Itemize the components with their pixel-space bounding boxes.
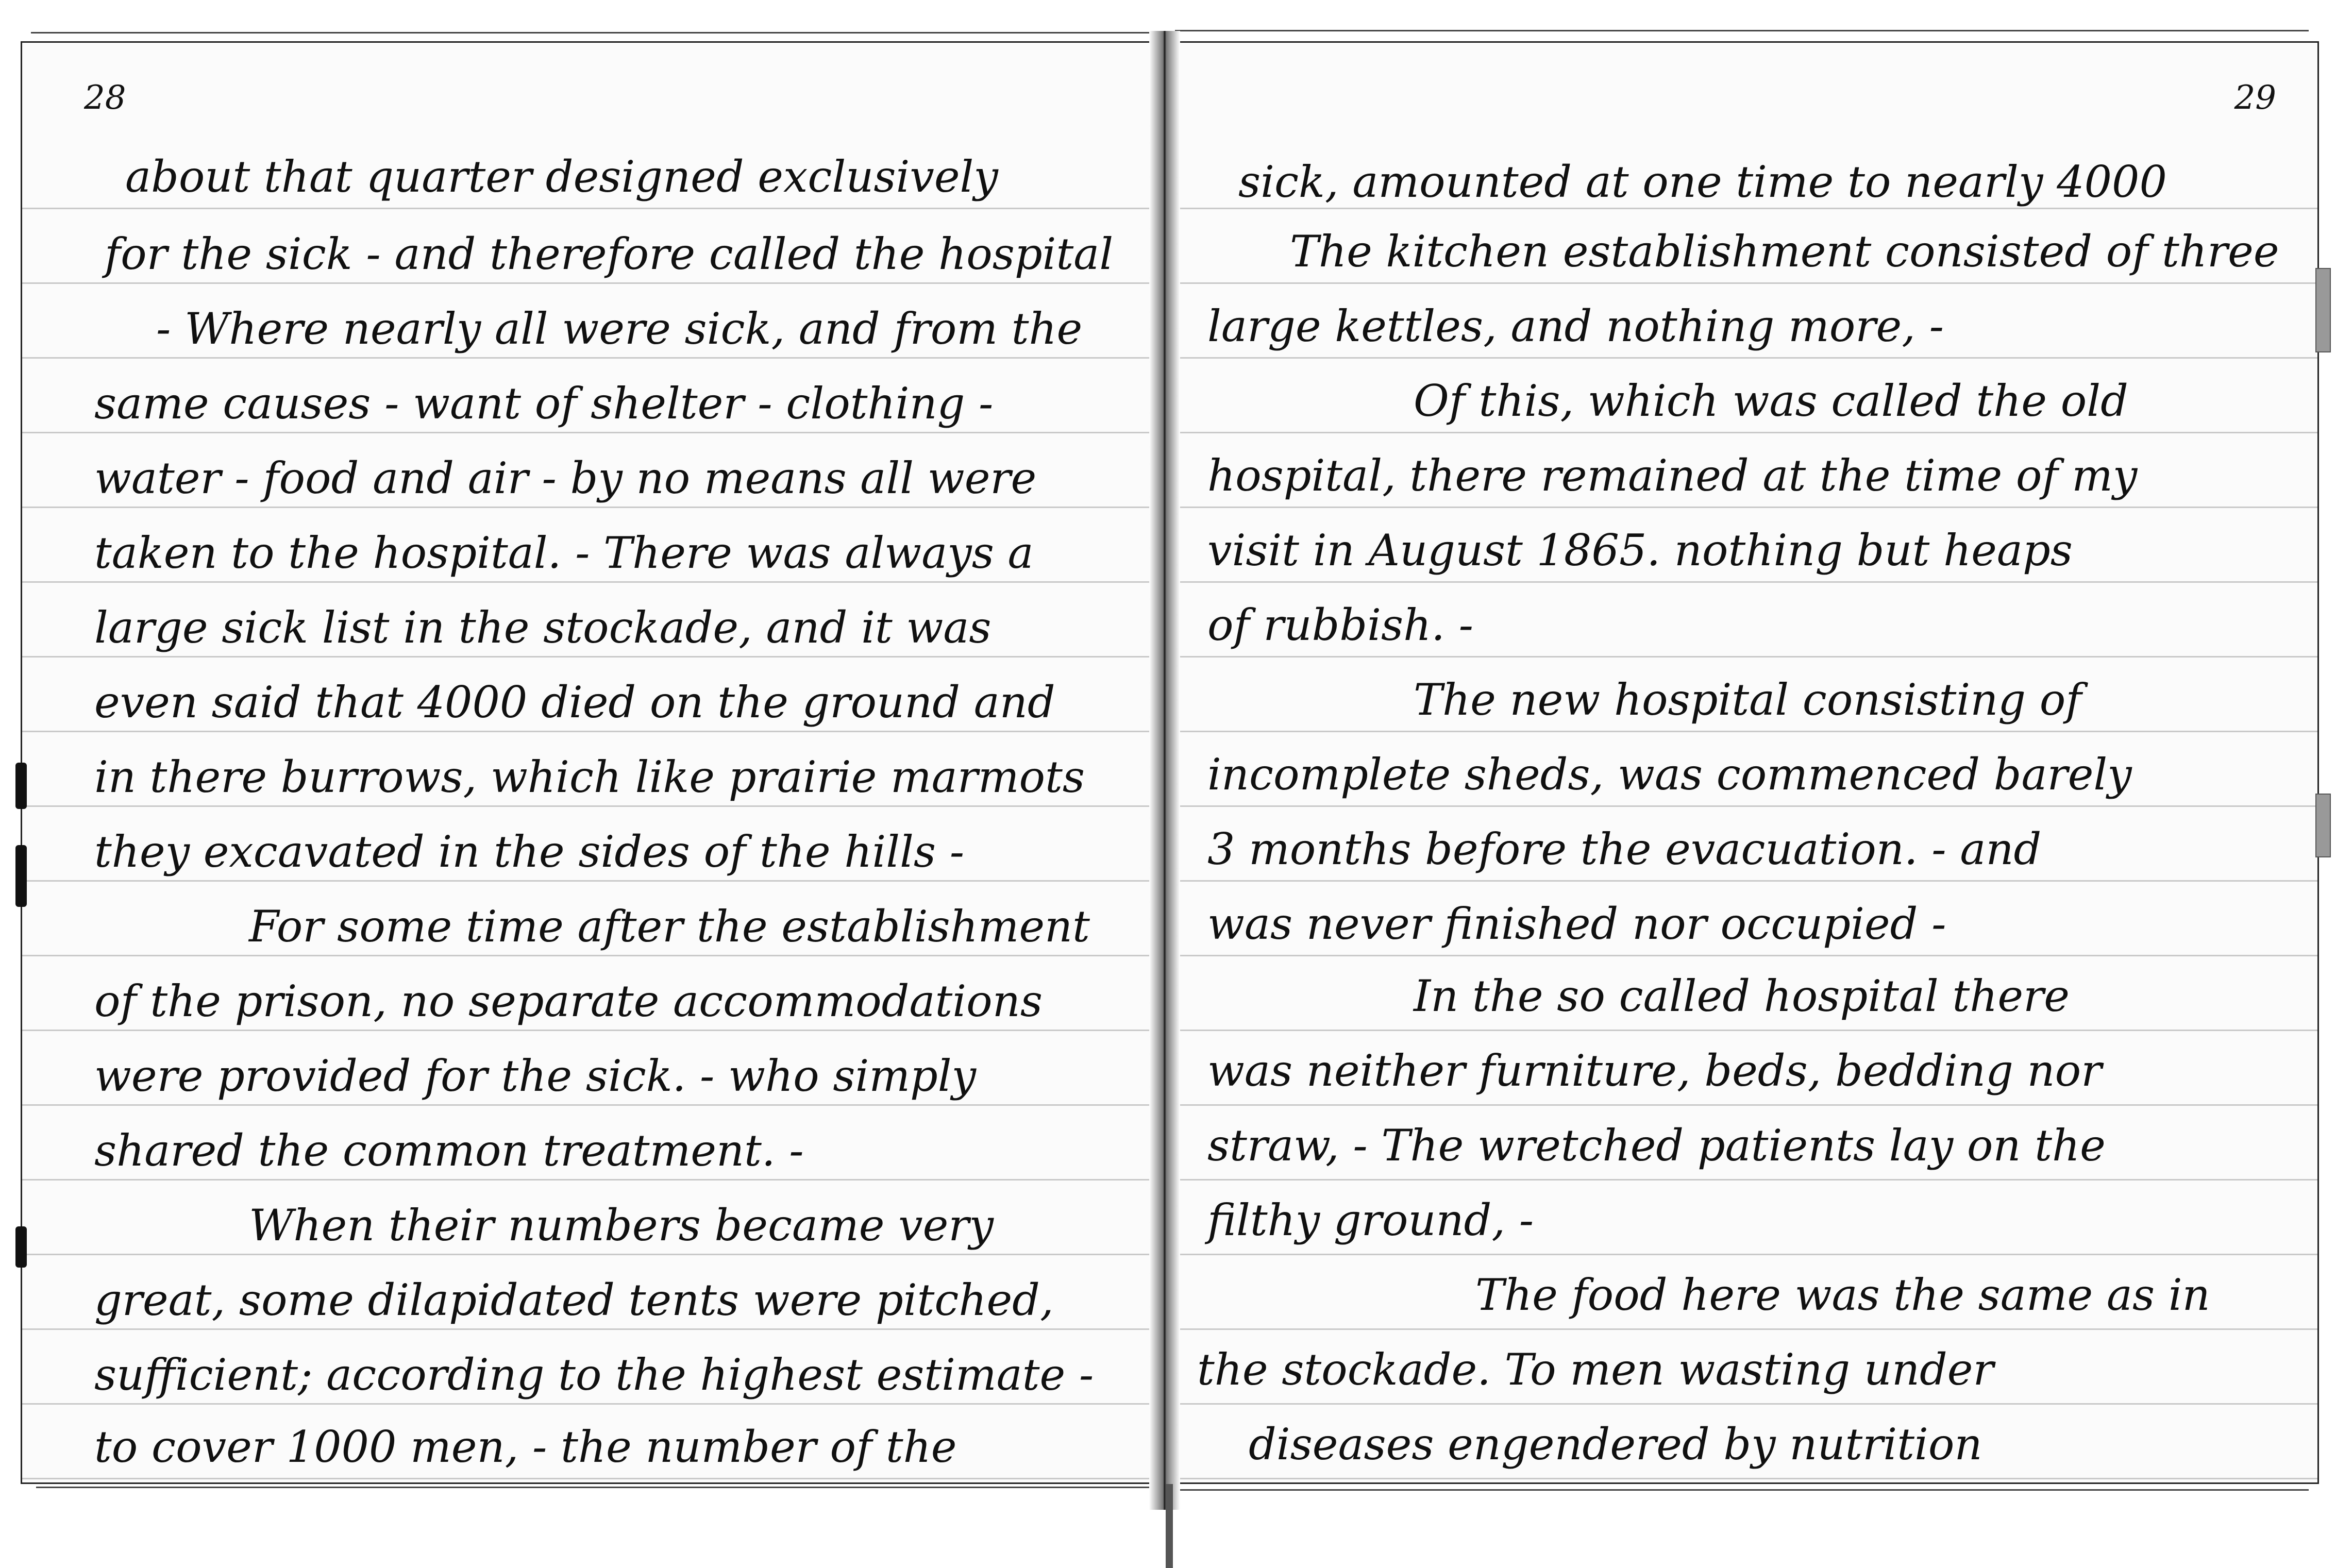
text-line: The kitchen establishment consisted of three: [1290, 226, 2279, 277]
page-stack-bottom-right: [1175, 1489, 2309, 1499]
ruled-line: [1166, 880, 2317, 882]
text-line: of the prison, no separate accommodations: [94, 976, 1043, 1026]
text-line: The new hospital consisting of: [1414, 675, 2082, 725]
page-stack-top: [31, 32, 1154, 42]
book-gutter: [1149, 31, 1180, 1510]
ruled-line: [1166, 731, 2317, 732]
text-line: incomplete sheds, was commenced barely: [1207, 749, 2132, 800]
ruled-line: [22, 1478, 1161, 1479]
text-line: diseases engendered by nutrition: [1249, 1419, 1982, 1470]
text-line: filthy ground, -: [1207, 1195, 1534, 1245]
text-line: The food here was the same as in: [1475, 1270, 2210, 1320]
text-line: water - food and air - by no means all were: [94, 453, 1037, 503]
text-line: - Where nearly all were sick, and from the: [156, 304, 1083, 354]
text-line: hospital, there remained at the time of my: [1207, 450, 2138, 501]
text-line: great, some dilapidated tents were pitched,: [94, 1275, 1054, 1325]
ruled-line: [1166, 1030, 2317, 1031]
ruled-line: [1166, 1254, 2317, 1255]
page-number-right: 29: [2234, 79, 2276, 117]
page-stack-top-right: [1175, 30, 2309, 40]
ruled-line: [1166, 1478, 2317, 1479]
text-line: For some time after the establishment: [249, 901, 1090, 952]
text-line: even said that 4000 died on the ground and: [94, 677, 1055, 728]
text-line: in there burrows, which like prairie marmots: [94, 752, 1085, 802]
binding-mark: [15, 763, 27, 809]
bookmark-ribbon: [1166, 1484, 1173, 1568]
text-line: In the so called hospital there: [1414, 971, 2070, 1021]
ruled-line: [1166, 507, 2317, 508]
text-line: large sick list in the stockade, and it was: [94, 602, 991, 653]
binding-mark: [15, 1226, 27, 1268]
text-line: to cover 1000 men, - the number of the: [94, 1422, 957, 1472]
text-line: for the sick - and therefore called the hospital: [105, 229, 1114, 279]
ruled-line: [1166, 282, 2317, 284]
text-line: 3 months before the evacuation. - and: [1207, 824, 2042, 874]
ruled-line: [1166, 1328, 2317, 1330]
text-line: they excavated in the sides of the hills -: [94, 827, 965, 877]
page-number-left: 28: [84, 79, 126, 117]
page-edge-tab: [2315, 268, 2331, 352]
text-line: visit in August 1865. nothing but heaps: [1207, 525, 2073, 576]
text-line: of rubbish. -: [1207, 600, 1474, 650]
ruled-line: [1166, 656, 2317, 657]
text-line: When their numbers became very: [249, 1200, 994, 1251]
binding-mark: [15, 845, 27, 907]
ruled-line: [1166, 1104, 2317, 1106]
text-line: taken to the hospital. - There was always a: [94, 528, 1034, 578]
text-line: large kettles, and nothing more, -: [1207, 301, 1944, 351]
page-stack-bottom: [36, 1487, 1149, 1496]
page-edge-tab: [2315, 794, 2331, 857]
ruled-line: [1166, 1403, 2317, 1405]
ruled-line: [1166, 357, 2317, 359]
ruled-line: [1166, 581, 2317, 583]
left-page: [21, 41, 1165, 1484]
text-line: sick, amounted at one time to nearly 4000: [1238, 157, 2167, 207]
text-line: Of this, which was called the old: [1414, 376, 2128, 426]
text-line: about that quarter designed exclusively: [125, 151, 998, 202]
text-line: sufficient; according to the highest estimate -: [94, 1350, 1094, 1400]
text-line: was neither furniture, beds, bedding nor: [1207, 1046, 2102, 1096]
text-line: same causes - want of shelter - clothing -: [94, 378, 994, 429]
text-line: were provided for the sick. - who simply: [94, 1051, 977, 1101]
text-line: shared the common treatment. -: [94, 1125, 804, 1176]
ruled-line: [1166, 1179, 2317, 1181]
ruled-line: [1166, 955, 2317, 956]
right-page: [1165, 41, 2319, 1484]
ruled-line: [1166, 805, 2317, 807]
text-line: the stockade. To men wasting under: [1197, 1344, 1994, 1395]
ruled-line: [22, 208, 1161, 209]
text-line: was never finished nor occupied -: [1207, 899, 1946, 949]
text-line: straw, - The wretched patients lay on the: [1207, 1120, 2106, 1171]
ruled-line: [1166, 432, 2317, 433]
